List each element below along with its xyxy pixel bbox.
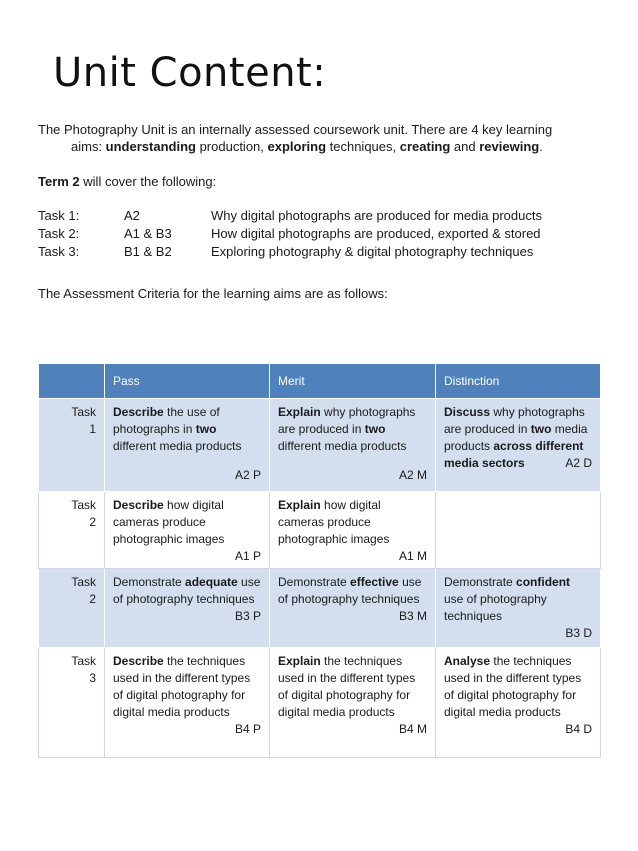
task-row: [38, 226, 598, 244]
task-label: Task 2:: [38, 226, 80, 241]
distinction-cell: Discuss why photographs are produced in two media products across different media sectors A2 D: [436, 399, 601, 492]
task-list: [38, 208, 598, 262]
task-description: Why digital photographs are produced for media products: [211, 208, 542, 223]
assessment-intro: The Assessment Criteria for the learning aims are as follows:: [38, 286, 388, 301]
grade-label: B4 M: [398, 722, 427, 736]
grade-label: B3 M: [398, 609, 427, 623]
page-title: Unit Content:: [53, 50, 327, 96]
header-distinction: Distinction: [436, 364, 601, 399]
distinction-cell: Analyse the techniques used in the different types of digital photography for digital media products B4 D: [436, 648, 601, 758]
merit-cell: Explain why photographs are produced in two different media products A2 M: [270, 399, 436, 492]
merit-cell: Explain the techniques used in the different types of digital photography for digital media products B4 M: [270, 648, 436, 758]
grade-label: B3 P: [234, 609, 261, 623]
grade-label: A1 P: [234, 549, 261, 563]
task-description: How digital photographs are produced, exported & stored: [211, 226, 541, 241]
table-header-row: [39, 364, 601, 399]
pass-cell: Demonstrate adequate use of photography techniques B3 P: [105, 569, 270, 648]
grade-label: A2 P: [234, 468, 261, 482]
merit-cell: Demonstrate effective use of photography techniques B3 M: [270, 569, 436, 648]
grade-label: A2 M: [398, 468, 427, 482]
pass-cell: Describe how digital cameras produce photographic images A1 P: [105, 492, 270, 569]
pass-cell: Describe the techniques used in the different types of digital photography for digital media products B4 P: [105, 648, 270, 758]
distinction-cell: Demonstrate confident use of photography techniques B3 D: [436, 569, 601, 648]
grade-label: A1 M: [398, 549, 427, 563]
table-row: [39, 399, 601, 492]
table-row: [39, 648, 601, 758]
task-label: Task 3:: [38, 244, 80, 259]
table-row: [39, 492, 601, 569]
pass-cell: Describe the use of photographs in two different media products A2 P: [105, 399, 270, 492]
task-aims: A2: [124, 208, 140, 223]
task-row: [38, 208, 598, 226]
merit-cell: Explain how digital cameras produce photographic images A1 M: [270, 492, 436, 569]
task-row: [38, 244, 598, 262]
distinction-cell: [436, 492, 601, 569]
grade-label: A2 D: [565, 456, 592, 470]
task-cell: Task 3: [39, 648, 105, 758]
aim-exploring: exploring: [267, 139, 327, 154]
table-row: [39, 569, 601, 648]
term-heading: Term 2 will cover the following:: [38, 174, 217, 189]
aim-creating: creating: [399, 139, 451, 154]
task-label: Task 1:: [38, 208, 80, 223]
grade-label: B4 P: [234, 722, 261, 736]
task-cell: Task 1: [39, 399, 105, 492]
assessment-criteria-table: [38, 363, 601, 758]
aim-reviewing: reviewing: [479, 139, 540, 154]
header-empty: [39, 364, 105, 399]
task-description: Exploring photography & digital photography techniques: [211, 244, 534, 259]
task-aims: A1 & B3: [124, 226, 172, 241]
intro-line-2: aims: understanding production, exploring techniques, creating and reviewing.: [71, 139, 543, 154]
header-merit: Merit: [270, 364, 436, 399]
aim-understanding: understanding: [105, 139, 196, 154]
grade-label: B4 D: [565, 722, 592, 736]
intro-line-1: The Photography Unit is an internally assessed coursework unit. There are 4 key learning: [38, 122, 553, 137]
grade-label: B3 D: [565, 626, 592, 640]
task-cell: Task 2: [39, 569, 105, 648]
task-cell: Task 2: [39, 492, 105, 569]
intro-paragraph: [38, 121, 608, 155]
header-pass: Pass: [105, 364, 270, 399]
task-aims: B1 & B2: [124, 244, 172, 259]
